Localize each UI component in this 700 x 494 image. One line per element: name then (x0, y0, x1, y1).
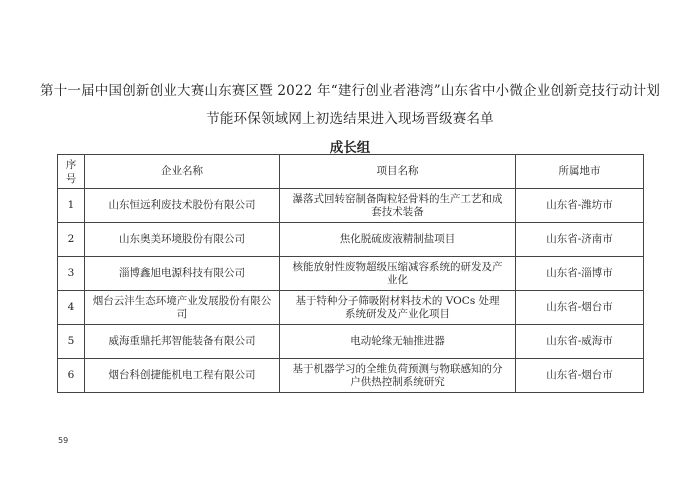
row-project: 瀑落式回转窑制备陶粒轻骨料的生产工艺和成套技术装备 (280, 189, 516, 223)
header-company: 企业名称 (85, 155, 280, 189)
document-subtitle: 节能环保领域网上初选结果进入现场晋级赛名单 (206, 111, 494, 127)
row-company: 威海重鼎托邦智能装备有限公司 (85, 325, 280, 359)
row-project: 基于机器学习的全维负荷预测与物联感知的分户供热控制系统研究 (280, 359, 516, 393)
page-number: 59 (58, 436, 69, 445)
row-company: 山东恒远利废技术股份有限公司 (85, 189, 280, 223)
row-index: 5 (58, 325, 85, 359)
row-index: 4 (58, 291, 85, 325)
table-row (58, 359, 644, 393)
row-project: 电动轮缘无轴推进器 (280, 325, 516, 359)
row-index: 1 (58, 189, 85, 223)
row-company: 烟台科创捷能机电工程有限公司 (85, 359, 280, 393)
row-region: 山东省-烟台市 (516, 291, 644, 325)
table-row (58, 325, 644, 359)
row-region: 山东省-淄博市 (516, 257, 644, 291)
row-project: 焦化脱硫废液精制盐项目 (280, 223, 516, 257)
table-row (58, 223, 644, 257)
row-company: 烟台云沣生态环境产业发展股份有限公司 (85, 291, 280, 325)
table-row (58, 189, 644, 223)
table-row (58, 257, 644, 291)
row-project: 基于特种分子筛吸附材料技术的 VOCs 处理系统研发及产业化项目 (280, 291, 516, 325)
table-row (58, 291, 644, 325)
row-index: 6 (58, 359, 85, 393)
table-header-row (58, 155, 644, 189)
row-index: 3 (58, 257, 85, 291)
row-region: 山东省-济南市 (516, 223, 644, 257)
row-company: 淄博鑫旭电源科技有限公司 (85, 257, 280, 291)
header-index-label: 序号 (65, 158, 77, 185)
row-region: 山东省-烟台市 (516, 359, 644, 393)
group-heading: 成长组 (329, 140, 371, 156)
row-region: 山东省-威海市 (516, 325, 644, 359)
row-region: 山东省-潍坊市 (516, 189, 644, 223)
document-title: 第十一届中国创新创业大赛山东赛区暨 2022 年“建行创业者港湾”山东省中小微企业创新竞技行动计划 (40, 83, 661, 99)
header-index (58, 155, 85, 189)
row-company: 山东奥美环境股份有限公司 (85, 223, 280, 257)
header-region: 所属地市 (516, 155, 644, 189)
header-project: 项目名称 (280, 155, 516, 189)
finalist-table (57, 154, 644, 393)
row-index: 2 (58, 223, 85, 257)
row-project: 核能放射性废物超级压缩减容系统的研发及产业化 (280, 257, 516, 291)
